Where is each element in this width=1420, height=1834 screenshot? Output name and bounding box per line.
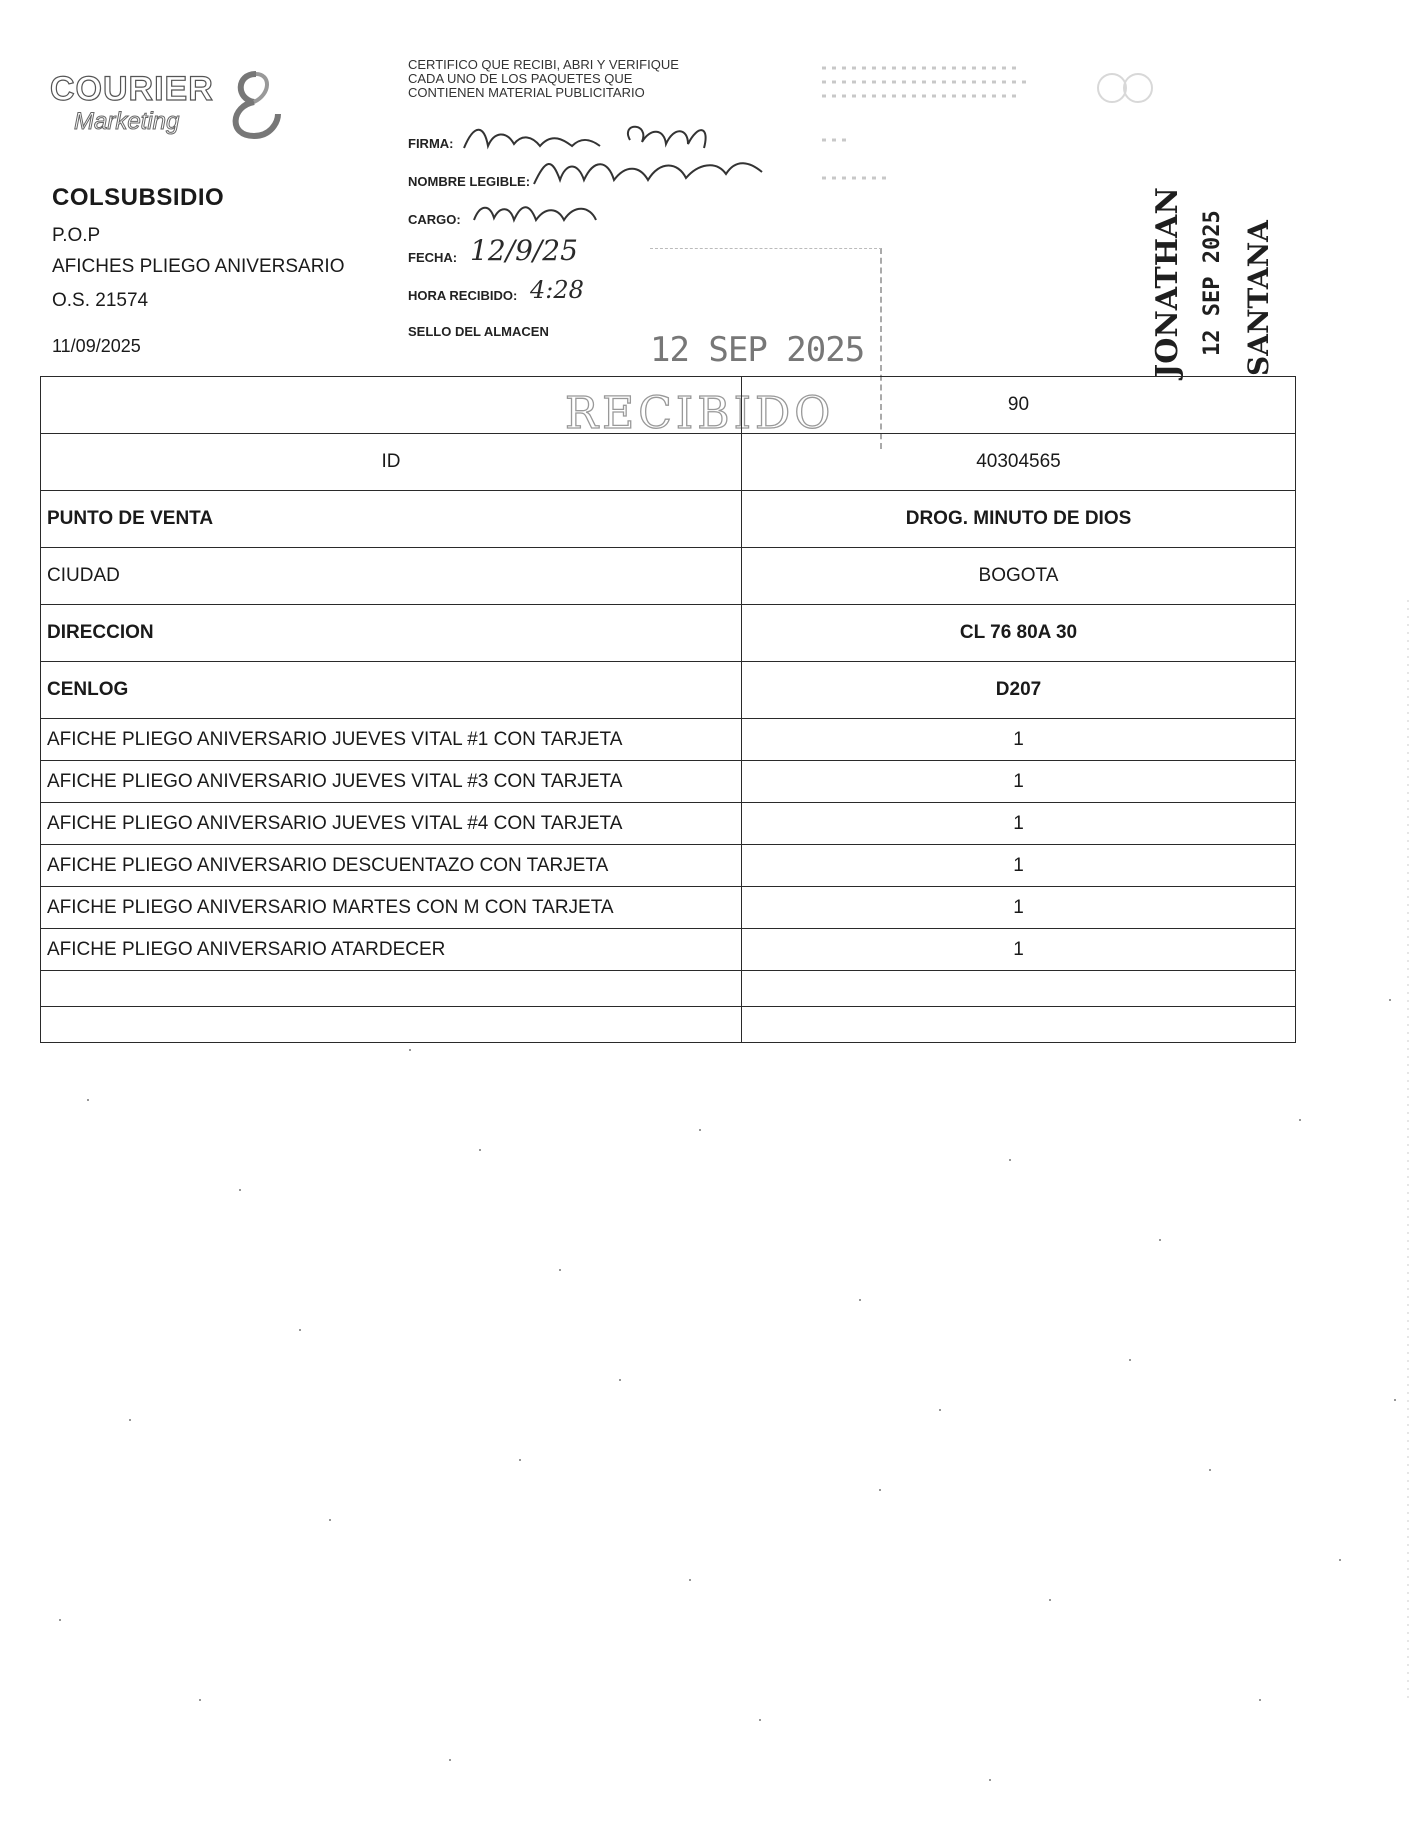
empty-cell bbox=[41, 971, 742, 1007]
empty-cell bbox=[742, 971, 1296, 1007]
stamp-received: RECIBIDO bbox=[565, 388, 835, 439]
header-description: AFICHES PLIEGO ANIVERSARIO bbox=[52, 256, 345, 277]
logo-ampersand-icon bbox=[216, 64, 286, 144]
nombre-handwriting bbox=[530, 150, 770, 192]
hora-label: HORA RECIBIDO: bbox=[408, 288, 518, 303]
stamp-date: 12 SEP 2025 bbox=[650, 330, 865, 370]
item-label: AFICHE PLIEGO ANIVERSARIO JUEVES VITAL #3 CON TARJETA bbox=[41, 761, 742, 803]
header-order-number: O.S. 21574 bbox=[52, 290, 149, 311]
item-qty: 1 bbox=[742, 845, 1296, 887]
row-value: 40304565 bbox=[742, 434, 1296, 491]
header-pop: P.O.P bbox=[52, 225, 101, 246]
cargo-label: CARGO: bbox=[408, 212, 461, 227]
table-row bbox=[41, 377, 1296, 434]
empty-row bbox=[41, 1007, 1296, 1043]
hora-value: 4:28 bbox=[530, 276, 584, 304]
item-row bbox=[41, 803, 1296, 845]
item-label: AFICHE PLIEGO ANIVERSARIO JUEVES VITAL #1 CON TARJETA bbox=[41, 719, 742, 761]
item-row bbox=[41, 719, 1296, 761]
client-name: COLSUBSIDIO bbox=[52, 184, 225, 211]
table-row bbox=[41, 434, 1296, 491]
item-qty: 1 bbox=[742, 803, 1296, 845]
certificate-line: CERTIFICO QUE RECIBI, ABRI Y VERIFIQUE bbox=[408, 57, 679, 72]
row-label: CIUDAD bbox=[41, 548, 742, 605]
item-label: AFICHE PLIEGO ANIVERSARIO DESCUENTAZO CON TARJETA bbox=[41, 845, 742, 887]
item-label: AFICHE PLIEGO ANIVERSARIO MARTES CON M CON TARJETA bbox=[41, 887, 742, 929]
item-row bbox=[41, 845, 1296, 887]
firma-label: FIRMA: bbox=[408, 136, 454, 151]
logo-sub: Marketing bbox=[74, 108, 180, 135]
table-row bbox=[41, 548, 1296, 605]
cargo-handwriting bbox=[470, 196, 620, 228]
certificate-text bbox=[408, 58, 768, 100]
row-label: PUNTO DE VENTA bbox=[41, 491, 742, 548]
fecha-label: FECHA: bbox=[408, 250, 458, 265]
header-date: 11/09/2025 bbox=[52, 336, 141, 356]
table-row bbox=[41, 662, 1296, 719]
certificate-line: CONTIENEN MATERIAL PUBLICITARIO bbox=[408, 85, 645, 100]
row-label: ID bbox=[41, 434, 742, 491]
stamp-vertical-date: 12 SEP 2025 bbox=[1200, 210, 1225, 356]
item-row bbox=[41, 929, 1296, 971]
courier-marketing-logo bbox=[38, 52, 278, 142]
table-cell-top-value: 90 bbox=[742, 377, 1296, 434]
item-label: AFICHE PLIEGO ANIVERSARIO ATARDECER bbox=[41, 929, 742, 971]
nombre-label: NOMBRE LEGIBLE: bbox=[408, 174, 531, 189]
fecha-value: 12/9/25 bbox=[470, 234, 578, 267]
table-cell-blank bbox=[41, 377, 742, 434]
item-row bbox=[41, 761, 1296, 803]
item-label: AFICHE PLIEGO ANIVERSARIO JUEVES VITAL #4 CON TARJETA bbox=[41, 803, 742, 845]
item-row bbox=[41, 887, 1296, 929]
row-value: D207 bbox=[742, 662, 1296, 719]
row-value: DROG. MINUTO DE DIOS bbox=[742, 491, 1296, 548]
empty-row bbox=[41, 971, 1296, 1007]
faint-scanned-text bbox=[822, 60, 1182, 180]
table-row bbox=[41, 605, 1296, 662]
empty-cell bbox=[41, 1007, 742, 1043]
logo-brand: COURIER bbox=[50, 70, 214, 108]
row-label: DIRECCION bbox=[41, 605, 742, 662]
stamp-vertical-name2: SANTANA bbox=[1242, 220, 1275, 376]
table-row bbox=[41, 491, 1296, 548]
item-qty: 1 bbox=[742, 887, 1296, 929]
sello-label: SELLO DEL ALMACEN bbox=[408, 324, 549, 339]
certificate-line: CADA UNO DE LOS PAQUETES QUE bbox=[408, 71, 633, 86]
stamp-vertical-name1: JONATHAN bbox=[1150, 187, 1185, 378]
empty-cell bbox=[742, 1007, 1296, 1043]
row-label: CENLOG bbox=[41, 662, 742, 719]
item-qty: 1 bbox=[742, 719, 1296, 761]
delivery-table bbox=[40, 376, 1296, 1043]
item-qty: 1 bbox=[742, 761, 1296, 803]
row-value: CL 76 80A 30 bbox=[742, 605, 1296, 662]
row-value: BOGOTA bbox=[742, 548, 1296, 605]
item-qty: 1 bbox=[742, 929, 1296, 971]
